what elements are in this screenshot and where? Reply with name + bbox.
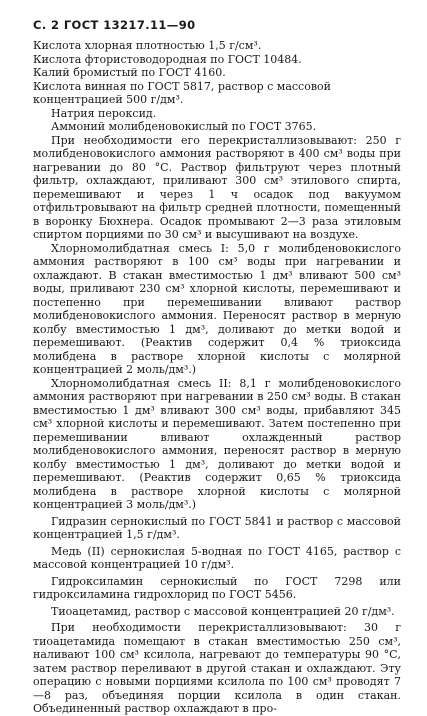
paragraph: Хлорномолибдатная смесь II: 8,1 г молибденовокислого аммония растворяют при нагревании в 250 см³ воды. В стакан вместимостью 1 дм³ вливают 300 см³ воды, прибавляют 345 см³ хлорной кислоты и перемешивают. Затем постепенно при перемешивании вливают охлажденный раствор молибденовокислого аммония, переносят раствор в мерную колбу вместимостью 1 дм³, доливают до метки водой и перемешивают. (Реактив содержит 0,65 % триоксида молибдена в растворе хлорной кислоты с молярной концентрацией 3 моль/дм³.) bbox=[33, 376, 401, 511]
paragraph: При необходимости его перекристаллизовывают: 250 г молибденовокислого аммония растворяют в 400 см³ воды при нагревании до 80 °С. Раствор фильтруют через плотный фильтр, охлаждают, приливают 300 см³ этилового спирта, перемешивают и через 1 ч осадок под вакуумом отфильтровывают на фильтр средней плотности, помещенный в воронку Бюхнера. Осадок промывают 2—3 раза этиловым спиртом порциями по 30 см³ и высушивают на воздухе. bbox=[33, 133, 401, 241]
paragraph: Кислота хлорная плотностью 1,5 г/см³. bbox=[33, 39, 262, 52]
paragraph: Гидроксиламин сернокислый по ГОСТ 7298 или гидроксиламина гидрохлорид по ГОСТ 5456. bbox=[33, 574, 401, 601]
paragraph: Гидразин сернокислый по ГОСТ 5841 и раствор с массовой концентрацией 1,5 г/дм³. bbox=[33, 514, 401, 541]
paragraph: Медь (II) сернокислая 5-водная по ГОСТ 4165, раствор с массовой концентрацией 10 г/дм³. bbox=[33, 544, 401, 571]
document-body bbox=[33, 39, 401, 716]
paragraph: При необходимости перекристаллизовывают: 30 г тиоацетамида помещают в стакан вместимостью 250 см³, наливают 100 см³ ксилола, нагревают до температуры 90 °С, затем раствор переливают в другой стакан и охлаждают. Эту операцию с новыми порциями ксилола по 100 см³ проводят 7—8 раз, объединяя порции ксилола в один стакан. Объединенный раствор охлаждают в про- bbox=[33, 621, 401, 715]
paragraph: Калий бромистый по ГОСТ 4160. bbox=[33, 66, 226, 79]
paragraph: Хлорномолибдатная смесь I: 5,0 г молибденовокислого аммония растворяют в 100 см³ воды при нагревании и охлаждают. В стакан вместимостью 1 дм³ вливают 500 см³ воды, приливают 230 см³ хлорной кислоты, перемешивают и постепенно при перемешивании вливают раствор молибденовокислого аммония. Переносят раствор в мерную колбу вместимостью 1 дм³, доливают до метки водой и перемешивают. (Реактив содержит 0,4 % триоксида молибдена в растворе хлорной кислоты с молярной концентрацией 2 моль/дм³.) bbox=[33, 241, 401, 376]
paragraph: Тиоацетамид, раствор с массовой концентрацией 20 г/дм³. bbox=[51, 604, 395, 618]
paragraph: Аммоний молибденовокислый по ГОСТ 3765. bbox=[51, 120, 317, 133]
paragraph: Кислота фтористоводородная по ГОСТ 10484. bbox=[33, 52, 302, 66]
paragraph: Натрия пероксид. bbox=[51, 106, 157, 120]
page-header: С. 2 ГОСТ 13217.11—90 bbox=[33, 18, 196, 32]
paragraph: Кислота винная по ГОСТ 5817, раствор с массовой концентрацией 500 г/дм³. bbox=[33, 79, 331, 106]
